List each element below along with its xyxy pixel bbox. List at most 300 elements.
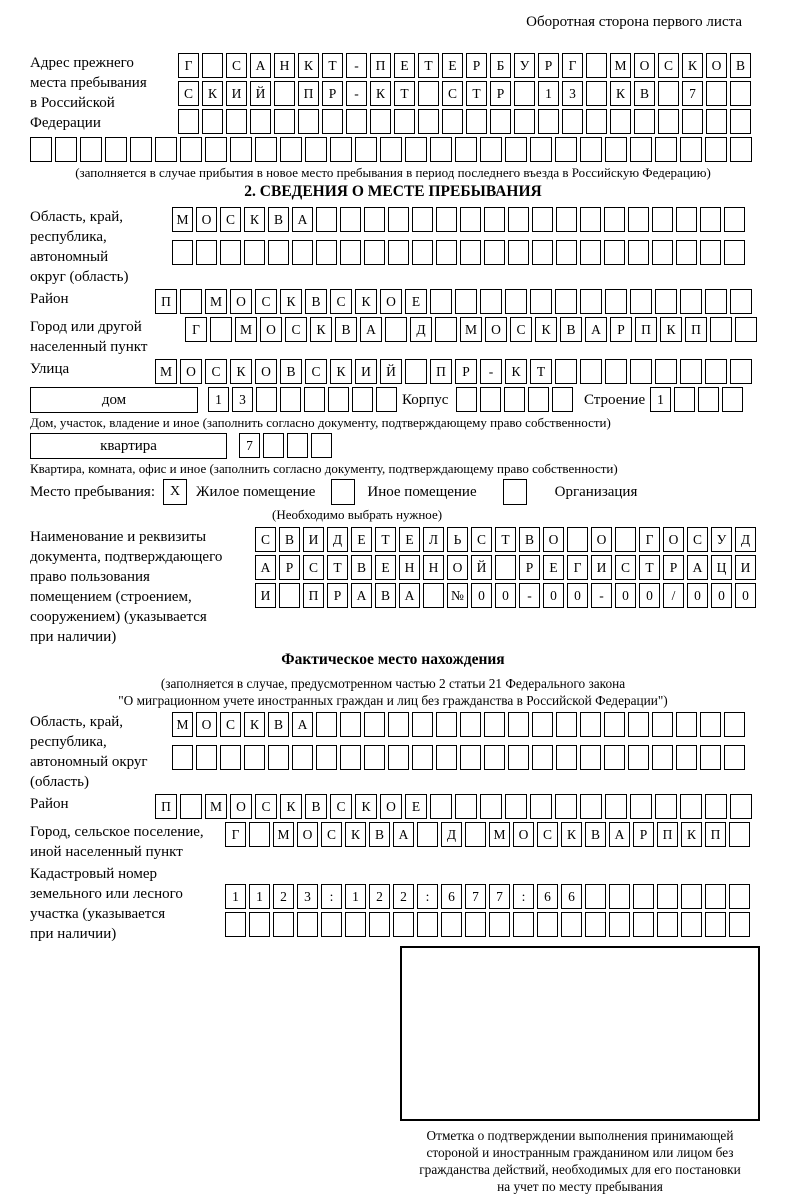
char-box: О (663, 527, 684, 552)
char-box: О (230, 794, 252, 819)
char-box (676, 207, 697, 232)
char-box: : (321, 884, 342, 909)
region-boxes (172, 207, 756, 268)
char-box (680, 794, 702, 819)
note-line: "О миграционном учете иностранных граждан и лиц без гражданства в Российской Федерации") (118, 693, 668, 708)
char-box (480, 289, 502, 314)
char-box: С (658, 53, 679, 78)
char-box (316, 712, 337, 737)
char-box (705, 137, 727, 162)
char-box: Т (394, 81, 415, 106)
char-box (460, 745, 481, 770)
char-box (230, 137, 252, 162)
char-box: 0 (495, 583, 516, 608)
actual-city-label (30, 822, 225, 862)
char-box (436, 745, 457, 770)
char-box (586, 109, 607, 134)
char-box: И (303, 527, 324, 552)
char-box (700, 712, 721, 737)
char-box: 1 (208, 387, 229, 412)
char-box (340, 207, 361, 232)
house-note: Дом, участок, владение и иное (заполнить согласно документу, подтверждающему право собственности) (30, 415, 611, 430)
char-box: М (205, 794, 227, 819)
char-row (178, 109, 756, 134)
char-box (633, 912, 654, 937)
char-box (655, 359, 677, 384)
char-box: 1 (249, 884, 270, 909)
char-box: Т (466, 81, 487, 106)
char-box: К (244, 207, 265, 232)
char-box (80, 137, 102, 162)
char-box (292, 240, 313, 265)
char-box: Й (380, 359, 402, 384)
char-box (555, 359, 577, 384)
char-box: В (375, 583, 396, 608)
residential-label: Жилое помещение (196, 483, 316, 500)
char-box: И (735, 555, 756, 580)
char-box (268, 745, 289, 770)
char-box: Р (327, 583, 348, 608)
char-box: С (220, 207, 241, 232)
label-line: населенный пункт (30, 339, 148, 355)
char-box: А (393, 822, 414, 847)
char-box (105, 137, 127, 162)
char-box: К (681, 822, 702, 847)
char-row (155, 359, 755, 384)
char-box (537, 912, 558, 937)
city-block (30, 317, 756, 359)
char-box: - (346, 53, 367, 78)
caption-line: гражданства действий, необходимых для его постановки (419, 1162, 741, 1177)
label-line: Кадастровый номер (30, 866, 157, 882)
char-box (706, 109, 727, 134)
char-box: О (297, 822, 318, 847)
char-box (580, 289, 602, 314)
char-box: В (634, 81, 655, 106)
char-box (316, 240, 337, 265)
char-box: - (591, 583, 612, 608)
char-box: С (305, 359, 327, 384)
char-box (729, 884, 750, 909)
char-box (567, 527, 588, 552)
char-box (735, 317, 757, 342)
char-box (729, 912, 750, 937)
char-box (508, 240, 529, 265)
char-box (364, 712, 385, 737)
char-box (528, 387, 549, 412)
char-box (532, 712, 553, 737)
char-box (455, 137, 477, 162)
char-box: С (303, 555, 324, 580)
char-box (586, 81, 607, 106)
char-box: П (657, 822, 678, 847)
char-row (225, 822, 753, 847)
char-box (394, 109, 415, 134)
char-box: С (226, 53, 247, 78)
char-box (340, 240, 361, 265)
char-box: М (460, 317, 482, 342)
char-box: Н (399, 555, 420, 580)
char-box (441, 912, 462, 937)
char-box (585, 884, 606, 909)
char-box (180, 289, 202, 314)
caption-line: на учет по месту пребывания (497, 1179, 663, 1194)
char-box (729, 822, 750, 847)
stay-type-note: (Необходимо выбрать нужное) (272, 507, 443, 522)
char-box (730, 109, 751, 134)
char-box (220, 745, 241, 770)
char-box: / (663, 583, 684, 608)
char-box (346, 109, 367, 134)
label-line: документа, подтверждающего (30, 549, 223, 565)
stay-type-row (30, 479, 756, 505)
char-box: Р (610, 317, 632, 342)
char-box: О (196, 712, 217, 737)
char-box (256, 387, 277, 412)
char-box (328, 387, 349, 412)
char-box: К (355, 289, 377, 314)
label-line: Область, край, (30, 714, 124, 730)
char-box: Р (455, 359, 477, 384)
char-box (418, 81, 439, 106)
char-row (172, 712, 756, 737)
label-line: автономный округ (30, 754, 148, 770)
char-box (130, 137, 152, 162)
char-box: А (609, 822, 630, 847)
char-box (604, 745, 625, 770)
char-box (705, 884, 726, 909)
char-box: С (687, 527, 708, 552)
char-row (178, 81, 756, 106)
char-box: В (560, 317, 582, 342)
char-box: 0 (543, 583, 564, 608)
char-box (480, 794, 502, 819)
cadastral-boxes (225, 864, 756, 940)
char-box (280, 137, 302, 162)
char-box: У (514, 53, 535, 78)
char-box (30, 137, 52, 162)
document-boxes (255, 527, 759, 611)
char-box (530, 137, 552, 162)
char-box (484, 712, 505, 737)
char-box: 0 (735, 583, 756, 608)
char-box: К (202, 81, 223, 106)
char-box: Р (663, 555, 684, 580)
char-box (555, 794, 577, 819)
actual-location-note (30, 675, 756, 709)
actual-region-boxes (172, 712, 756, 773)
region-block (30, 207, 756, 287)
char-box: Й (250, 81, 271, 106)
char-box (484, 207, 505, 232)
char-box (580, 137, 602, 162)
char-box: О (380, 289, 402, 314)
char-box: - (346, 81, 367, 106)
label-line: помещением (строением, (30, 589, 192, 605)
korpus-label: Корпус (402, 392, 449, 408)
char-box: К (310, 317, 332, 342)
char-box (630, 794, 652, 819)
char-box (586, 53, 607, 78)
char-box: С (178, 81, 199, 106)
char-box: О (513, 822, 534, 847)
char-box: А (292, 207, 313, 232)
korpus-boxes (456, 387, 576, 412)
label-line: в Российской (30, 95, 115, 111)
char-box (412, 207, 433, 232)
char-box (615, 527, 636, 552)
char-box: 0 (687, 583, 708, 608)
char-box: В (280, 359, 302, 384)
label-line: республика, (30, 229, 107, 245)
char-box (556, 207, 577, 232)
actual-city-block (30, 822, 756, 864)
char-box: А (292, 712, 313, 737)
char-box (244, 745, 265, 770)
char-box (322, 109, 343, 134)
char-box: 2 (273, 884, 294, 909)
char-box: О (380, 794, 402, 819)
char-box: А (351, 583, 372, 608)
char-box: - (519, 583, 540, 608)
char-box (633, 884, 654, 909)
char-box (657, 912, 678, 937)
char-box (724, 712, 745, 737)
char-box: Т (322, 53, 343, 78)
char-box (628, 712, 649, 737)
char-box (345, 912, 366, 937)
char-box: 0 (639, 583, 660, 608)
char-box (436, 240, 457, 265)
char-box: А (255, 555, 276, 580)
char-box: 6 (537, 884, 558, 909)
char-box: М (610, 53, 631, 78)
char-box (393, 912, 414, 937)
char-box: Й (471, 555, 492, 580)
organization-checkbox (503, 479, 527, 505)
char-box: П (685, 317, 707, 342)
char-box: С (330, 794, 352, 819)
stroenie-boxes (650, 387, 746, 412)
char-box (274, 81, 295, 106)
organization-label: Организация (554, 483, 638, 500)
cadastral-label (30, 864, 225, 944)
char-box (634, 109, 655, 134)
char-box: К (280, 794, 302, 819)
char-box (556, 745, 577, 770)
char-box (705, 289, 727, 314)
char-box: 1 (538, 81, 559, 106)
char-box (274, 109, 295, 134)
actual-region-block (30, 712, 756, 792)
char-box: Е (405, 289, 427, 314)
char-box: 7 (682, 81, 703, 106)
actual-district-block (30, 794, 756, 822)
char-box (555, 137, 577, 162)
char-box: В (305, 794, 327, 819)
char-box (580, 794, 602, 819)
char-box: 1 (345, 884, 366, 909)
char-box (628, 207, 649, 232)
char-box: М (205, 289, 227, 314)
char-box (514, 81, 535, 106)
char-box (196, 745, 217, 770)
char-box (388, 712, 409, 737)
char-box: Р (322, 81, 343, 106)
char-box (657, 884, 678, 909)
char-box (532, 745, 553, 770)
char-box (55, 137, 77, 162)
char-box: Г (567, 555, 588, 580)
char-box (705, 912, 726, 937)
char-box (556, 712, 577, 737)
char-box: О (634, 53, 655, 78)
label-line: автономный (30, 249, 109, 265)
char-box (730, 359, 752, 384)
char-box (196, 240, 217, 265)
char-box: С (330, 289, 352, 314)
char-box (680, 289, 702, 314)
char-box: В (305, 289, 327, 314)
char-box (652, 207, 673, 232)
char-box: С (615, 555, 636, 580)
char-box (304, 387, 325, 412)
char-box: А (687, 555, 708, 580)
char-box: 0 (711, 583, 732, 608)
char-box: П (635, 317, 657, 342)
char-box (652, 240, 673, 265)
char-box (352, 387, 373, 412)
char-box (655, 137, 677, 162)
char-box: О (196, 207, 217, 232)
char-box: Н (423, 555, 444, 580)
char-box: Р (466, 53, 487, 78)
char-box (508, 712, 529, 737)
char-box (580, 207, 601, 232)
label-line: участка (указывается (30, 906, 166, 922)
char-box: 3 (232, 387, 253, 412)
char-box: 1 (225, 884, 246, 909)
char-box: К (244, 712, 265, 737)
apartment-field-label-box: квартира (30, 433, 227, 459)
char-box: Е (375, 555, 396, 580)
actual-region-label (30, 712, 155, 792)
char-box (480, 137, 502, 162)
char-box (580, 712, 601, 737)
char-box: Б (490, 53, 511, 78)
char-box (155, 137, 177, 162)
char-box: - (480, 359, 502, 384)
char-box: К (370, 81, 391, 106)
char-box: А (250, 53, 271, 78)
char-box (532, 240, 553, 265)
char-box (505, 794, 527, 819)
char-box: С (471, 527, 492, 552)
char-box: С (537, 822, 558, 847)
char-box (658, 81, 679, 106)
char-box: 2 (369, 884, 390, 909)
char-box (513, 912, 534, 937)
char-box (700, 207, 721, 232)
char-box: К (330, 359, 352, 384)
char-box: А (399, 583, 420, 608)
char-box (705, 359, 727, 384)
char-box (405, 359, 427, 384)
char-box (298, 109, 319, 134)
char-box (417, 822, 438, 847)
char-box: В (351, 555, 372, 580)
page-side-note: Оборотная сторона первого листа (526, 14, 742, 30)
cadastral-block (30, 864, 756, 946)
char-box (628, 745, 649, 770)
char-row-full-width (30, 137, 756, 162)
char-box (730, 81, 751, 106)
char-box (316, 207, 337, 232)
char-box (630, 289, 652, 314)
char-box (489, 912, 510, 937)
char-box (244, 240, 265, 265)
char-box (724, 207, 745, 232)
char-box: Г (639, 527, 660, 552)
char-box (505, 289, 527, 314)
char-box: 1 (650, 387, 671, 412)
char-box: О (447, 555, 468, 580)
char-box (180, 137, 202, 162)
char-box (460, 207, 481, 232)
char-box: Е (399, 527, 420, 552)
char-box: Н (274, 53, 295, 78)
char-box: 7 (239, 433, 260, 458)
char-box (456, 387, 477, 412)
char-box (580, 359, 602, 384)
char-box: К (505, 359, 527, 384)
house-row (30, 387, 756, 413)
char-box (655, 794, 677, 819)
char-row (178, 53, 756, 78)
char-box (250, 109, 271, 134)
char-box: 0 (567, 583, 588, 608)
char-box: И (591, 555, 612, 580)
prev-address-block (30, 53, 756, 137)
char-box: 3 (297, 884, 318, 909)
char-box (705, 794, 727, 819)
char-box (210, 317, 232, 342)
label-line: при наличии) (30, 629, 117, 645)
char-box (418, 109, 439, 134)
char-box (605, 137, 627, 162)
char-box (340, 712, 361, 737)
char-box: С (205, 359, 227, 384)
char-box (340, 745, 361, 770)
other-premises-checkbox (331, 479, 355, 505)
char-box (316, 745, 337, 770)
char-box: О (591, 527, 612, 552)
char-box: П (303, 583, 324, 608)
char-box: 3 (562, 81, 583, 106)
char-box: С (255, 527, 276, 552)
char-box (730, 794, 752, 819)
city-label (30, 317, 155, 357)
char-box: : (513, 884, 534, 909)
char-box: О (706, 53, 727, 78)
label-line: места пребывания (30, 75, 147, 91)
char-box: И (355, 359, 377, 384)
char-box: Р (279, 555, 300, 580)
char-row (155, 794, 755, 819)
stamp-area (400, 946, 760, 1195)
char-box: М (235, 317, 257, 342)
char-box (681, 912, 702, 937)
